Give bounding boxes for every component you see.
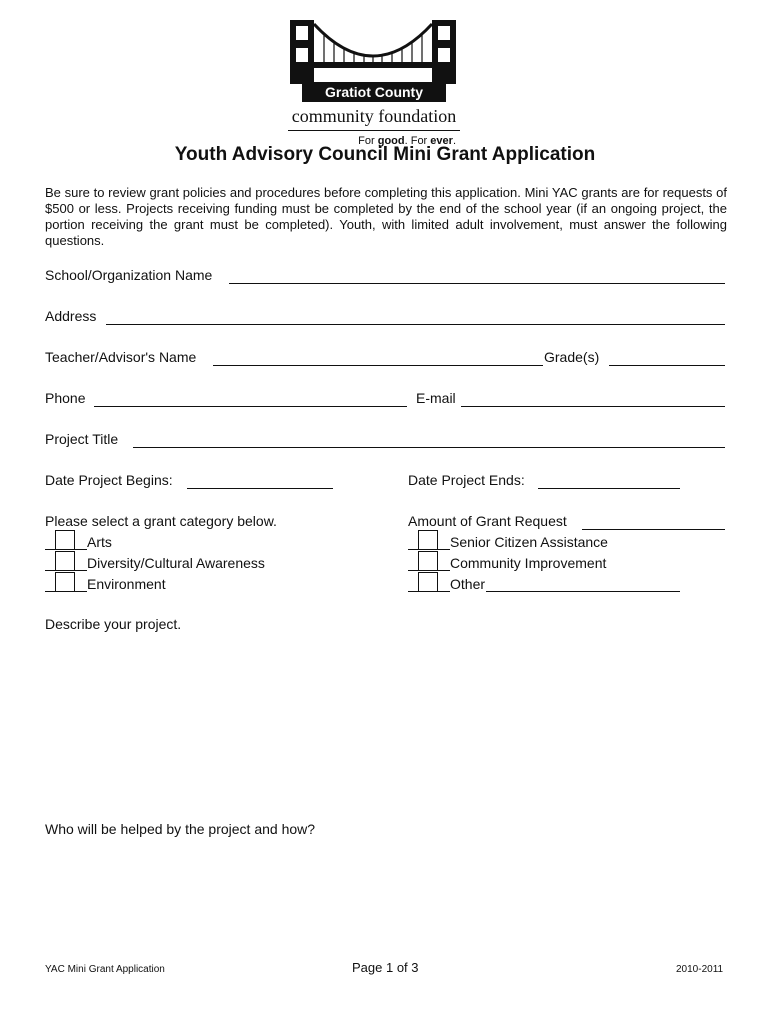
address-label: Address	[45, 308, 97, 324]
category-senior-label: Senior Citizen Assistance	[450, 534, 608, 550]
checkbox-community[interactable]	[418, 551, 438, 571]
school-label: School/Organization Name	[45, 267, 213, 283]
bridge-icon	[288, 18, 460, 84]
foundation-logo	[288, 18, 460, 147]
checkbox-arts[interactable]	[55, 530, 75, 550]
tagline-mid: . For	[404, 135, 428, 147]
amount-input-line[interactable]	[582, 529, 725, 530]
logo-sub-name: community foundation	[291, 106, 457, 126]
category-diversity-label: Diversity/Cultural Awareness	[87, 555, 265, 571]
project-title-input-line[interactable]	[133, 447, 725, 448]
footer-year: 2010-2011	[676, 964, 724, 975]
checkbox-other[interactable]	[418, 572, 438, 592]
logo-divider	[288, 130, 460, 131]
date-ends-input-line[interactable]	[538, 488, 680, 489]
address-input-line[interactable]	[106, 324, 725, 325]
phone-label: Phone	[45, 390, 86, 406]
footer-form-name: YAC Mini Grant Application	[45, 964, 165, 975]
category-environment-label: Environment	[87, 576, 166, 592]
describe-project-question: Describe your project.	[45, 616, 182, 632]
who-helped-question: Who will be helped by the project and how?	[45, 821, 316, 837]
checkbox-diversity[interactable]	[55, 551, 75, 571]
grades-label: Grade(s)	[544, 349, 600, 365]
school-input-line[interactable]	[229, 283, 725, 284]
grades-input-line[interactable]	[609, 365, 725, 366]
tagline-good: good	[377, 135, 405, 147]
checkbox-senior[interactable]	[418, 530, 438, 550]
category-arts-label: Arts	[87, 534, 112, 550]
phone-input-line[interactable]	[94, 406, 407, 407]
tagline-end: .	[452, 135, 456, 147]
email-label: E-mail	[416, 390, 456, 406]
email-input-line[interactable]	[461, 406, 725, 407]
checkbox-environment[interactable]	[55, 572, 75, 592]
date-begins-input-line[interactable]	[187, 488, 333, 489]
tagline-prefix: For	[358, 135, 375, 147]
page-title: Youth Advisory Council Mini Grant Application	[174, 144, 596, 165]
category-other-label: Other	[450, 576, 486, 592]
other-input-line[interactable]	[486, 591, 680, 592]
category-prompt: Please select a grant category below.	[45, 513, 277, 529]
category-community-label: Community Improvement	[450, 555, 607, 571]
footer-page-number: Page 1 of 3	[352, 960, 419, 975]
intro-paragraph: Be sure to review grant policies and procedures before completing this application. Mini YAC grants are for requests of $500 or less. Projects receiving funding must be completed by the end of the school year (if an ongoing project, the portion receiving the grant must be completed). Youth, with limited adult involvement, must answer the following questions.	[45, 185, 727, 248]
date-begins-label: Date Project Begins:	[45, 472, 173, 488]
logo-org-name: Gratiot County	[302, 82, 446, 102]
teacher-label: Teacher/Advisor's Name	[45, 349, 197, 365]
date-ends-label: Date Project Ends:	[408, 472, 525, 488]
amount-label: Amount of Grant Request	[408, 513, 567, 529]
project-title-label: Project Title	[45, 431, 119, 447]
tagline-ever: ever	[430, 135, 453, 147]
teacher-input-line[interactable]	[213, 365, 543, 366]
